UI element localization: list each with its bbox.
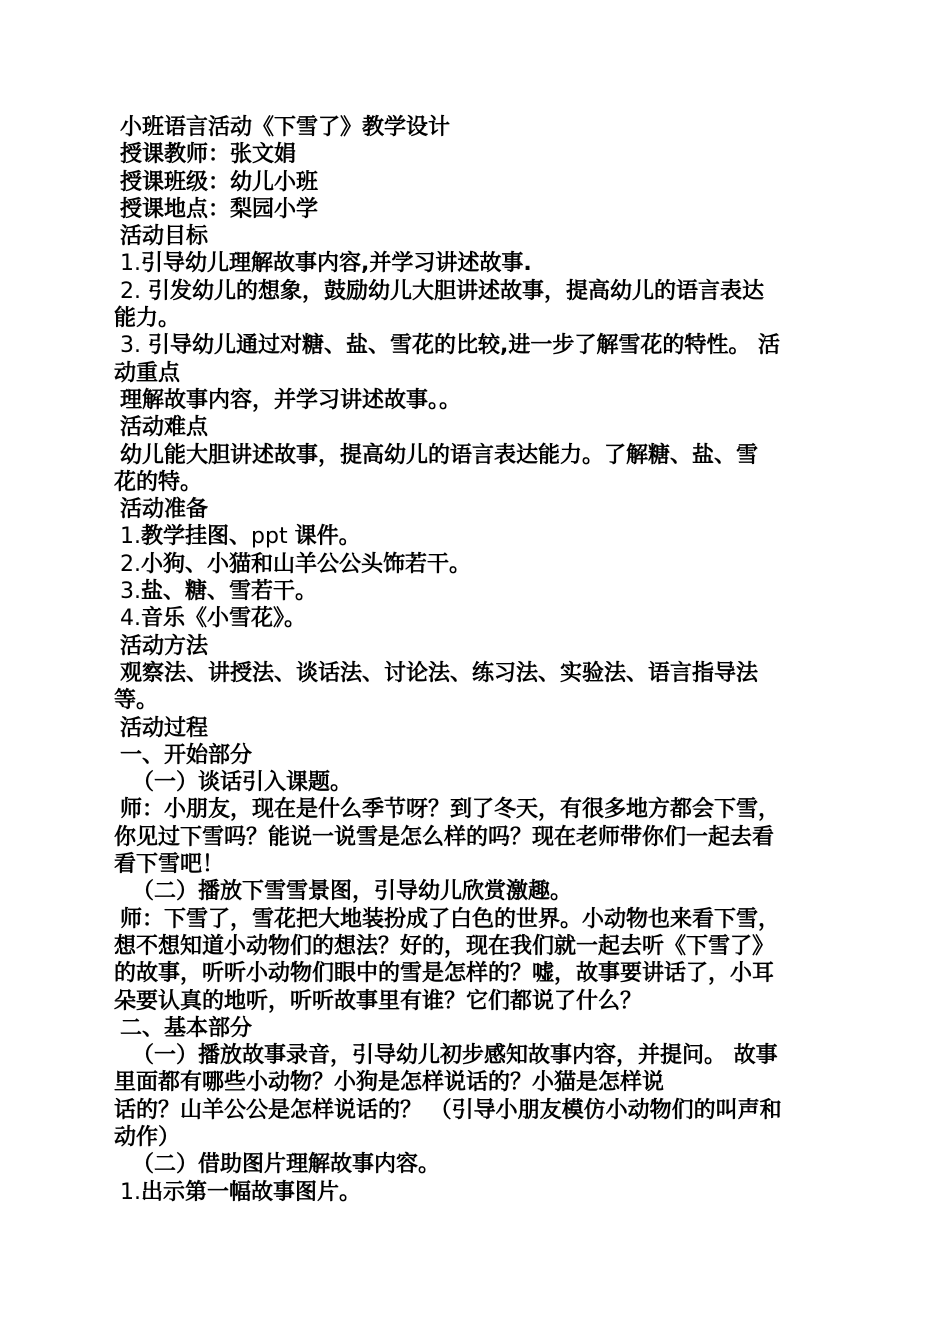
prep-3-number: 3. xyxy=(120,579,141,605)
goal-1 xyxy=(114,250,836,277)
part-2-subheading-1-line-2: 里面都有哪些小动物？小狗是怎样说话的？小猫是怎样说 xyxy=(114,1070,665,1096)
prep-4-number: 4. xyxy=(120,606,141,632)
part-2-step-1 xyxy=(114,1179,836,1206)
part-2-subheading-1-line-1: （一）播放故事录音，引导幼儿初步感知故事内容，并提问。 故事 xyxy=(132,1043,778,1069)
part-1-teacher-1-line-1: 师：小朋友，现在是什么季节呀？到了冬天，有很多地方都会下雪， xyxy=(120,797,781,823)
part-2-step-1-text: 出示第一幅故事图片。 xyxy=(141,1179,362,1205)
goal-3-number: 3. xyxy=(120,333,148,359)
part-2-subheading-1-line-3: 话的？山羊公公是怎样说话的？ （引导小朋友模仿小动物们的叫声和 xyxy=(114,1097,782,1123)
difficulty-line-2: 花的特。 xyxy=(114,469,203,495)
goal-3-line-2: 动重点 xyxy=(114,360,181,386)
teacher-line: 授课教师：张文娟 xyxy=(120,142,297,168)
part-1-teacher-2-line-3: 的故事，听听小动物们眼中的雪是怎样的？嘘，故事要讲话了，小耳 xyxy=(114,961,775,987)
difficulty-heading: 活动难点 xyxy=(120,415,209,441)
method-line-2: 等。 xyxy=(114,688,159,714)
part-1-teacher-2-line-2: 想不想知道小动物们的想法？好的，现在我们就一起去听《下雪了》 xyxy=(114,933,775,959)
document-body xyxy=(114,114,836,1206)
goal-2-line-1 xyxy=(114,278,836,305)
part-1-heading: 一、开始部分 xyxy=(120,742,253,768)
prep-3-text: 盐、糖、雪若干。 xyxy=(141,579,318,605)
prep-item-3 xyxy=(114,578,836,605)
goals-heading: 活动目标 xyxy=(120,224,209,250)
goal-1-text: 引导幼儿理解故事内容,并学习讲述故事. xyxy=(141,251,532,277)
method-heading: 活动方法 xyxy=(120,633,209,659)
prep-heading: 活动准备 xyxy=(120,497,209,523)
prep-1-number: 1. xyxy=(120,524,141,550)
prep-1-text-b: 课件。 xyxy=(294,524,361,550)
prep-1-text-a: 教学挂图、 xyxy=(141,524,252,550)
part-1-subheading-2: （二）播放下雪雪景图，引导幼儿欣赏激趣。 xyxy=(132,879,573,905)
key-point-text: 理解故事内容，并学习讲述故事。。 xyxy=(120,387,462,413)
prep-4-text: 音乐《小雪花》。 xyxy=(141,606,307,632)
part-2-step-1-number: 1. xyxy=(120,1179,141,1205)
difficulty-line-1: 幼儿能大胆讲述故事，提高幼儿的语言表达能力。了解糖、盐、雪 xyxy=(120,442,759,468)
location-line: 授课地点：梨园小学 xyxy=(120,196,319,222)
process-heading: 活动过程 xyxy=(120,715,209,741)
prep-1-ppt: ppt xyxy=(251,524,295,550)
part-2-subheading-1-line-4: 动作） xyxy=(114,1124,181,1150)
part-2-heading: 二、基本部分 xyxy=(120,1015,253,1041)
document-title: 小班语言活动《下雪了》教学设计 xyxy=(120,115,451,140)
part-2-subheading-2: （二）借助图片理解故事内容。 xyxy=(132,1152,441,1178)
class-line: 授课班级：幼儿小班 xyxy=(120,169,319,195)
goal-1-number: 1. xyxy=(120,251,141,277)
part-1-teacher-2-line-1: 师：下雪了，雪花把大地装扮成了白色的世界。小动物也来看下雪， xyxy=(120,906,781,932)
goal-2-number: 2. xyxy=(120,278,148,304)
part-1-teacher-2-line-4: 朵要认真的地听，听听故事里有谁？它们都说了什么？ xyxy=(114,988,643,1014)
part-1-teacher-1-line-2: 你见过下雪吗？能说一说雪是怎么样的吗？现在老师带你们一起去看 xyxy=(114,824,775,850)
prep-2-number: 2. xyxy=(120,551,141,577)
method-line-1: 观察法、讲授法、谈话法、讨论法、练习法、实验法、语言指导法 xyxy=(120,660,759,686)
goal-3-line-1 xyxy=(114,332,836,359)
prep-item-4 xyxy=(114,605,836,632)
part-1-teacher-1-line-3: 看下雪吧！ xyxy=(114,852,225,878)
goal-2-text-a: 引发幼儿的想象，鼓励幼儿大胆讲述故事，提高幼儿的语言表达 xyxy=(147,278,764,304)
prep-item-1 xyxy=(114,523,836,550)
goal-3-text-a: 引导幼儿通过对糖、盐、雪花的比较,进一步了解雪花的特性。 活 xyxy=(147,333,781,359)
prep-item-2 xyxy=(114,551,836,578)
goal-2-line-2: 能力。 xyxy=(114,306,181,332)
prep-2-text: 小狗、小猫和山羊公公头饰若干。 xyxy=(141,551,472,577)
part-1-subheading-1: （一）谈话引入课题。 xyxy=(132,770,353,796)
